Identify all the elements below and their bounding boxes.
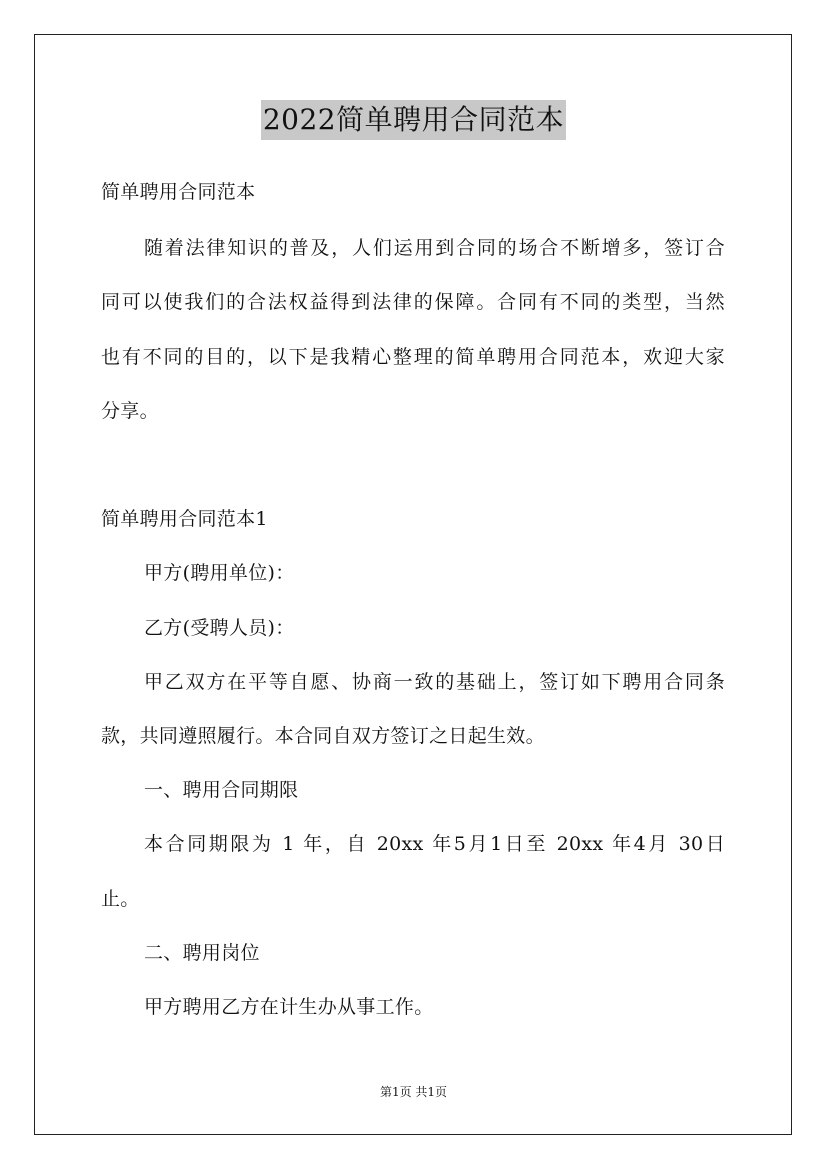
clause-heading: 一、聘用合同期限 <box>144 779 299 801</box>
section-heading: 简单聘用合同范本 <box>101 181 256 203</box>
party-b-line: 乙方(受聘人员)： <box>144 617 295 639</box>
paragraph-line: 甲方聘用乙方在计生办从事工作。 <box>144 996 434 1018</box>
clause-heading: 二、聘用岗位 <box>144 942 260 964</box>
paragraph-line: 止。 <box>101 888 140 910</box>
paragraph-line: 本合同期限为 1 年，自 20xx 年5月1日至 20xx 年4月 30日 <box>144 833 725 855</box>
page-footer: 第1页 共1页 <box>379 1085 448 1099</box>
paragraph-line: 分享。 <box>101 400 159 422</box>
document-title: 2022简单聘用合同范本 <box>261 100 566 140</box>
title-container <box>0 100 827 140</box>
contract-heading: 简单聘用合同范本1 <box>101 508 268 530</box>
paragraph-line: 随着法律知识的普及，人们运用到合同的场合不断增多，签订合 <box>144 237 725 259</box>
paragraph-line: 也有不同的目的，以下是我精心整理的简单聘用合同范本，欢迎大家 <box>101 346 725 368</box>
party-a-line: 甲方(聘用单位)： <box>144 562 295 584</box>
paragraph-line: 款，共同遵照履行。本合同自双方签订之日起生效。 <box>101 725 545 747</box>
paragraph-line: 甲乙双方在平等自愿、协商一致的基础上，签订如下聘用合同条 <box>144 671 725 693</box>
paragraph-line: 同可以使我们的合法权益得到法律的保障。合同有不同的类型，当然 <box>101 291 725 313</box>
